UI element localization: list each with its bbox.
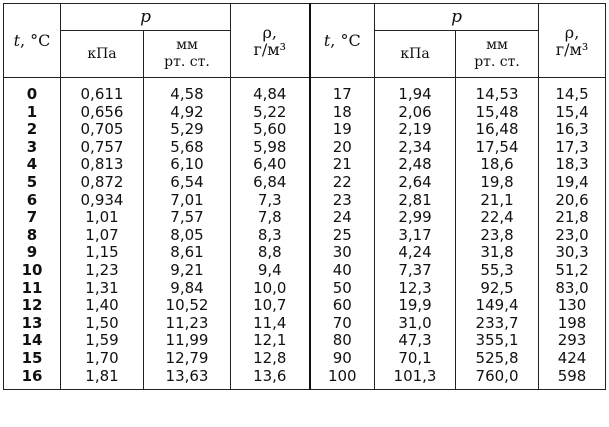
kpa-column-header-right: кПа: [375, 31, 456, 78]
density-cell: 17,3: [539, 139, 606, 157]
pressure-kpa-cell: 1,07: [61, 227, 144, 245]
density-cell: 10,0: [231, 280, 310, 298]
table-row: [4, 104, 606, 122]
temperature-cell: 80: [310, 332, 375, 350]
density-cell: 5,98: [231, 139, 310, 157]
pressure-mmhg-cell: 760,0: [456, 368, 539, 390]
density-cell: 598: [539, 368, 606, 390]
density-column-header-right: ρ, г/м³: [539, 4, 606, 78]
density-cell: 4,84: [231, 78, 310, 104]
temperature-cell: 4: [4, 156, 61, 174]
pressure-kpa-cell: 7,37: [375, 262, 456, 280]
table-row: [4, 174, 606, 192]
pressure-kpa-cell: 12,3: [375, 280, 456, 298]
pressure-kpa-cell: 1,70: [61, 350, 144, 368]
pressure-kpa-cell: 0,934: [61, 192, 144, 210]
vapor-pressure-table-sheet: [3, 3, 605, 423]
pressure-mmhg-cell: 6,54: [144, 174, 231, 192]
temperature-cell: 25: [310, 227, 375, 245]
temperature-column-header-right: t, °C: [310, 4, 375, 78]
temperature-cell: 19: [310, 121, 375, 139]
density-cell: 12,1: [231, 332, 310, 350]
pressure-group-header-left: p: [61, 4, 231, 31]
pressure-mmhg-cell: 14,53: [456, 78, 539, 104]
table-row: [4, 78, 606, 104]
density-cell: 6,84: [231, 174, 310, 192]
pressure-mmhg-cell: 15,48: [456, 104, 539, 122]
pressure-kpa-cell: 1,94: [375, 78, 456, 104]
density-cell: 30,3: [539, 244, 606, 262]
temperature-cell: 50: [310, 280, 375, 298]
pressure-mmhg-cell: 11,23: [144, 315, 231, 333]
pressure-mmhg-cell: 6,10: [144, 156, 231, 174]
pressure-mmhg-cell: 9,21: [144, 262, 231, 280]
density-cell: 11,4: [231, 315, 310, 333]
density-cell: 12,8: [231, 350, 310, 368]
pressure-mmhg-cell: 9,84: [144, 280, 231, 298]
temperature-cell: 60: [310, 297, 375, 315]
temperature-cell: 21: [310, 156, 375, 174]
density-cell: 20,6: [539, 192, 606, 210]
temperature-cell: 40: [310, 262, 375, 280]
pressure-kpa-cell: 101,3: [375, 368, 456, 390]
pressure-mmhg-cell: 7,57: [144, 209, 231, 227]
temperature-cell: 3: [4, 139, 61, 157]
mmhg-column-header-right: мм рт. ст.: [456, 31, 539, 78]
density-cell: 5,22: [231, 104, 310, 122]
pressure-kpa-cell: 1,01: [61, 209, 144, 227]
temperature-cell: 2: [4, 121, 61, 139]
pressure-mmhg-cell: 149,4: [456, 297, 539, 315]
pressure-kpa-cell: 19,9: [375, 297, 456, 315]
pressure-mmhg-cell: 92,5: [456, 280, 539, 298]
pressure-mmhg-cell: 4,92: [144, 104, 231, 122]
density-cell: 15,4: [539, 104, 606, 122]
temperature-cell: 24: [310, 209, 375, 227]
pressure-mmhg-cell: 8,61: [144, 244, 231, 262]
pressure-kpa-cell: 2,06: [375, 104, 456, 122]
pressure-kpa-cell: 31,0: [375, 315, 456, 333]
pressure-mmhg-cell: 525,8: [456, 350, 539, 368]
density-cell: 9,4: [231, 262, 310, 280]
temperature-cell: 6: [4, 192, 61, 210]
temperature-cell: 70: [310, 315, 375, 333]
pressure-mmhg-cell: 18,6: [456, 156, 539, 174]
density-cell: 293: [539, 332, 606, 350]
table-row: [4, 121, 606, 139]
pressure-mmhg-cell: 22,4: [456, 209, 539, 227]
density-cell: 130: [539, 297, 606, 315]
density-cell: 7,8: [231, 209, 310, 227]
temperature-cell: 11: [4, 280, 61, 298]
temperature-cell: 5: [4, 174, 61, 192]
table-row: [4, 209, 606, 227]
table-row: [4, 297, 606, 315]
density-cell: 5,60: [231, 121, 310, 139]
pressure-kpa-cell: 1,23: [61, 262, 144, 280]
pressure-kpa-cell: 1,40: [61, 297, 144, 315]
density-cell: 18,3: [539, 156, 606, 174]
pressure-mmhg-cell: 19,8: [456, 174, 539, 192]
pressure-kpa-cell: 1,59: [61, 332, 144, 350]
temperature-cell: 15: [4, 350, 61, 368]
density-cell: 13,6: [231, 368, 310, 390]
temperature-cell: 0: [4, 78, 61, 104]
pressure-mmhg-cell: 31,8: [456, 244, 539, 262]
pressure-kpa-cell: 0,705: [61, 121, 144, 139]
temperature-cell: 90: [310, 350, 375, 368]
pressure-kpa-cell: 0,656: [61, 104, 144, 122]
pressure-mmhg-cell: 23,8: [456, 227, 539, 245]
table-row: [4, 227, 606, 245]
temperature-cell: 14: [4, 332, 61, 350]
table-row: [4, 262, 606, 280]
density-cell: 23,0: [539, 227, 606, 245]
table-row: [4, 139, 606, 157]
temperature-cell: 16: [4, 368, 61, 390]
density-cell: 21,8: [539, 209, 606, 227]
table-row: [4, 315, 606, 333]
pressure-mmhg-cell: 4,58: [144, 78, 231, 104]
pressure-kpa-cell: 2,64: [375, 174, 456, 192]
temperature-cell: 12: [4, 297, 61, 315]
pressure-group-header-right: p: [375, 4, 539, 31]
pressure-kpa-cell: 0,757: [61, 139, 144, 157]
pressure-kpa-cell: 3,17: [375, 227, 456, 245]
pressure-kpa-cell: 70,1: [375, 350, 456, 368]
temperature-cell: 9: [4, 244, 61, 262]
temperature-cell: 13: [4, 315, 61, 333]
table-row: [4, 332, 606, 350]
pressure-kpa-cell: 1,50: [61, 315, 144, 333]
mmhg-column-header-left: мм рт. ст.: [144, 31, 231, 78]
density-cell: 198: [539, 315, 606, 333]
pressure-mmhg-cell: 5,29: [144, 121, 231, 139]
density-cell: 8,3: [231, 227, 310, 245]
temperature-cell: 1: [4, 104, 61, 122]
temperature-column-header-left: t, °C: [4, 4, 61, 78]
temperature-cell: 30: [310, 244, 375, 262]
density-cell: 16,3: [539, 121, 606, 139]
density-column-header-left: ρ, г/м³: [231, 4, 310, 78]
density-cell: 83,0: [539, 280, 606, 298]
table-row: [4, 244, 606, 262]
density-cell: 8,8: [231, 244, 310, 262]
density-cell: 6,40: [231, 156, 310, 174]
pressure-mmhg-cell: 233,7: [456, 315, 539, 333]
density-cell: 424: [539, 350, 606, 368]
pressure-mmhg-cell: 55,3: [456, 262, 539, 280]
pressure-kpa-cell: 1,31: [61, 280, 144, 298]
pressure-kpa-cell: 0,872: [61, 174, 144, 192]
pressure-kpa-cell: 0,611: [61, 78, 144, 104]
pressure-kpa-cell: 2,19: [375, 121, 456, 139]
vapor-pressure-table: [3, 3, 606, 390]
pressure-kpa-cell: 4,24: [375, 244, 456, 262]
temperature-cell: 7: [4, 209, 61, 227]
pressure-mmhg-cell: 8,05: [144, 227, 231, 245]
pressure-kpa-cell: 2,34: [375, 139, 456, 157]
pressure-kpa-cell: 0,813: [61, 156, 144, 174]
pressure-mmhg-cell: 21,1: [456, 192, 539, 210]
pressure-mmhg-cell: 5,68: [144, 139, 231, 157]
density-cell: 10,7: [231, 297, 310, 315]
pressure-kpa-cell: 1,81: [61, 368, 144, 390]
density-cell: 51,2: [539, 262, 606, 280]
temperature-cell: 22: [310, 174, 375, 192]
pressure-kpa-cell: 2,48: [375, 156, 456, 174]
pressure-kpa-cell: 47,3: [375, 332, 456, 350]
temperature-cell: 100: [310, 368, 375, 390]
kpa-column-header-left: кПа: [61, 31, 144, 78]
table-body: [4, 78, 606, 390]
density-cell: 19,4: [539, 174, 606, 192]
pressure-mmhg-cell: 11,99: [144, 332, 231, 350]
pressure-mmhg-cell: 10,52: [144, 297, 231, 315]
table-row: [4, 280, 606, 298]
pressure-mmhg-cell: 355,1: [456, 332, 539, 350]
temperature-cell: 17: [310, 78, 375, 104]
pressure-mmhg-cell: 7,01: [144, 192, 231, 210]
table-row: [4, 156, 606, 174]
pressure-mmhg-cell: 17,54: [456, 139, 539, 157]
table-row: [4, 368, 606, 390]
pressure-mmhg-cell: 13,63: [144, 368, 231, 390]
table-row: [4, 350, 606, 368]
temperature-cell: 8: [4, 227, 61, 245]
density-cell: 14,5: [539, 78, 606, 104]
pressure-mmhg-cell: 16,48: [456, 121, 539, 139]
pressure-mmhg-cell: 12,79: [144, 350, 231, 368]
temperature-cell: 23: [310, 192, 375, 210]
temperature-cell: 18: [310, 104, 375, 122]
temperature-cell: 10: [4, 262, 61, 280]
pressure-kpa-cell: 1,15: [61, 244, 144, 262]
table-row: [4, 192, 606, 210]
pressure-kpa-cell: 2,81: [375, 192, 456, 210]
temperature-cell: 20: [310, 139, 375, 157]
density-cell: 7,3: [231, 192, 310, 210]
table-header: [4, 4, 606, 78]
pressure-kpa-cell: 2,99: [375, 209, 456, 227]
